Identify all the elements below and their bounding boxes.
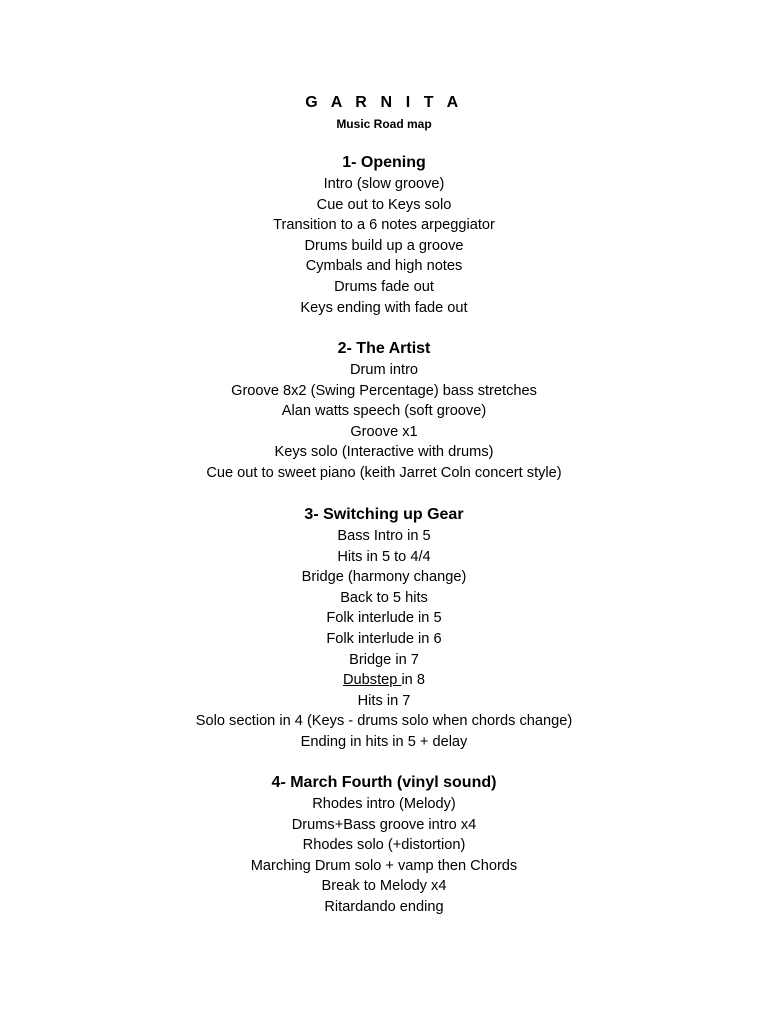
list-item: Folk interlude in 5 bbox=[326, 610, 442, 627]
list-item: Transition to a 6 notes arpeggiator bbox=[273, 217, 495, 234]
list-item: Hits in 5 to 4/4 bbox=[337, 548, 431, 565]
list-item: Groove 8x2 (Swing Percentage) bass stretches bbox=[231, 382, 537, 399]
list-item: Break to Melody x4 bbox=[321, 878, 447, 895]
list-item: Drums build up a groove bbox=[304, 237, 464, 254]
list-item: Intro (slow groove) bbox=[323, 176, 445, 192]
list-item: Keys solo (Interactive with drums) bbox=[274, 444, 494, 461]
list-item: Alan watts speech (soft groove) bbox=[281, 403, 487, 420]
list-item: Ending in hits in 5 + delay bbox=[300, 733, 468, 750]
document-title: G A R N I T A bbox=[305, 94, 463, 111]
section-march-fourth bbox=[0, 773, 768, 918]
list-item: Drums fade out bbox=[334, 278, 434, 295]
list-item: Ritardando ending bbox=[324, 898, 444, 915]
list-item: Bass Intro in 5 bbox=[337, 528, 431, 544]
section-item-list bbox=[0, 526, 768, 753]
section-item-list bbox=[0, 794, 768, 918]
list-item: Cymbals and high notes bbox=[305, 258, 463, 275]
section-heading: 4- March Fourth (vinyl sound) bbox=[271, 774, 497, 791]
section-heading: 2- The Artist bbox=[337, 340, 431, 357]
section-opening bbox=[0, 153, 768, 318]
item-text: in 8 bbox=[401, 672, 425, 689]
document-subtitle: Music Road map bbox=[336, 117, 432, 131]
list-item: Cue out to Keys solo bbox=[316, 196, 452, 213]
list-item: Drum intro bbox=[349, 362, 419, 378]
section-heading: 3- Switching up Gear bbox=[304, 506, 464, 523]
list-item: Hits in 7 bbox=[357, 692, 411, 709]
list-item: Rhodes intro (Melody) bbox=[312, 796, 456, 812]
list-item: Drums+Bass groove intro x4 bbox=[291, 816, 477, 833]
section-item-list bbox=[0, 174, 768, 318]
list-item: Groove x1 bbox=[350, 423, 418, 440]
list-item: Back to 5 hits bbox=[340, 589, 428, 606]
list-item: Keys ending with fade out bbox=[300, 299, 468, 316]
list-item: Bridge (harmony change) bbox=[301, 569, 467, 586]
list-item: Rhodes solo (+distortion) bbox=[302, 837, 466, 854]
section-switching-up-gear bbox=[0, 505, 768, 753]
list-item: Solo section in 4 (Keys - drums solo when chords change) bbox=[195, 713, 573, 730]
list-item: Marching Drum solo + vamp then Chords bbox=[250, 857, 518, 874]
list-item: Cue out to sweet piano (keith Jarret Coln concert style) bbox=[206, 464, 562, 481]
section-heading: 1- Opening bbox=[342, 154, 426, 171]
section-the-artist bbox=[0, 339, 768, 484]
list-item bbox=[0, 670, 768, 691]
list-item: Bridge in 7 bbox=[349, 651, 419, 668]
list-item: Folk interlude in 6 bbox=[326, 630, 442, 647]
underlined-text: Dubstep bbox=[343, 672, 402, 689]
section-item-list bbox=[0, 360, 768, 484]
